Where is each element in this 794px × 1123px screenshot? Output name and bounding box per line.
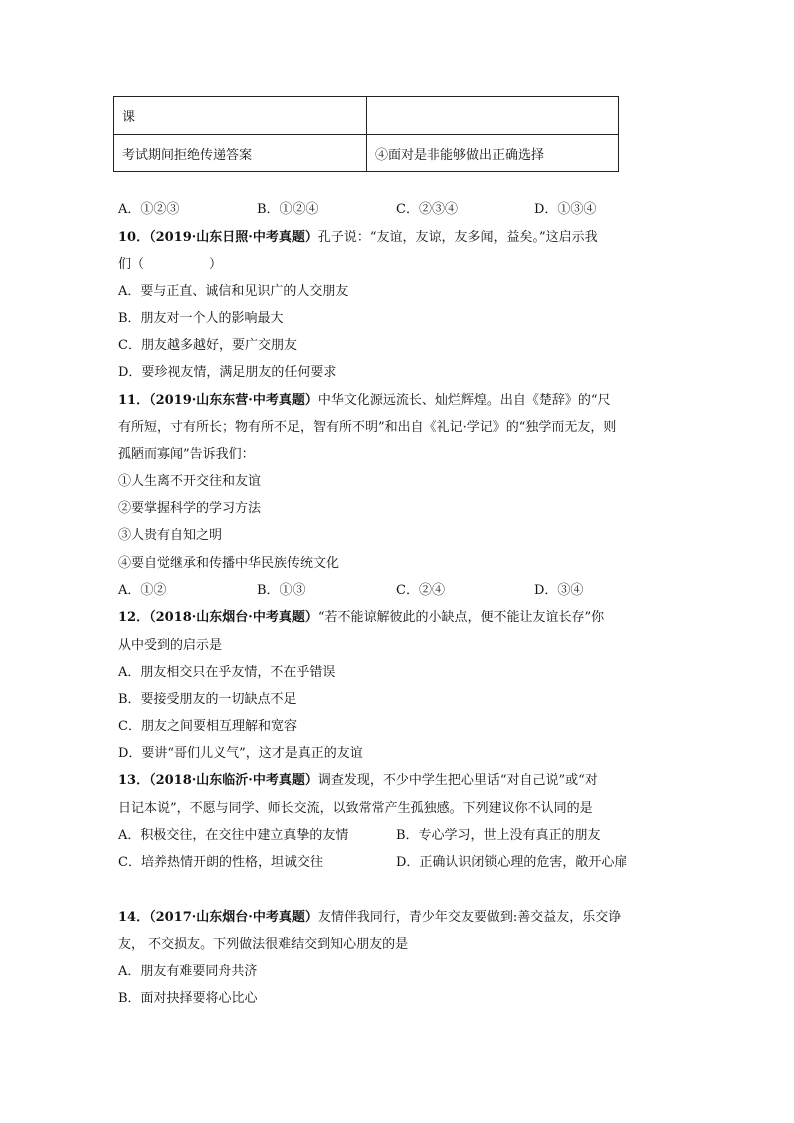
q11-stem xyxy=(118,392,610,410)
table-cell xyxy=(367,97,619,135)
question-number: 10． xyxy=(118,230,150,245)
q12-stem-cont: 从中受到的启示是 xyxy=(118,638,223,653)
option-a: A．①②③ xyxy=(118,202,180,217)
option-b: B．①②④ xyxy=(257,202,319,217)
question-text: “若不能谅解彼此的小缺点，便不能让友谊长存”你 xyxy=(317,610,605,625)
q10-stem-cont: 们（ ） xyxy=(118,257,223,272)
option-d: D．①③④ xyxy=(534,202,597,217)
option-c: C．培养热情开朗的性格，坦诚交往 xyxy=(118,855,323,870)
q13-stem-cont: 日记本说”，不愿与同学、师长交流，以致常常产生孤独感。下列建议你不认同的是 xyxy=(118,801,593,816)
q11-statement-4: ④要自觉继承和传播中华民族传统文化 xyxy=(118,556,340,571)
option-a: A．①② xyxy=(118,583,167,598)
q10-option-a: A．要与正直、诚信和见识广的人交朋友 xyxy=(118,284,349,299)
table-cell: ④面对是非能够做出正确选择 xyxy=(367,135,619,172)
q12-option-a: A．朋友相交只在乎友情，不在乎错误 xyxy=(118,665,336,680)
question-source: （2017·山东烟台·中考真题） xyxy=(149,910,318,925)
table-cell: 考试期间拒绝传递答案 xyxy=(114,135,367,172)
question-source: （2018·山东烟台·中考真题） xyxy=(149,610,318,625)
option-c: C．②③④ xyxy=(396,202,458,217)
q14-option-b: B．面对抉择要将心比心 xyxy=(118,991,258,1006)
q10-option-b: B．朋友对一个人的影响最大 xyxy=(118,311,284,326)
q10-option-c: C．朋友越多越好，要广交朋友 xyxy=(118,338,297,353)
comparison-table xyxy=(113,96,619,172)
q14-stem-cont: 友， 不交损友。下列做法很难结交到知心朋友的是 xyxy=(118,937,409,952)
q10-stem xyxy=(118,229,598,247)
question-number: 14． xyxy=(118,910,150,925)
table-row xyxy=(114,135,619,172)
q12-stem xyxy=(118,609,604,627)
question-text: 友情伴我同行，青少年交友要做到:善交益友，乐交诤 xyxy=(317,910,622,925)
q11-statement-2: ②要掌握科学的学习方法 xyxy=(118,501,262,516)
table-cell: 课 xyxy=(114,97,367,135)
question-text: 调查发现，不少中学生把心里话“对自己说”或“对 xyxy=(317,773,598,788)
q13-stem xyxy=(118,772,598,790)
option-d: D．正确认识闭锁心理的危害，敞开心扉 xyxy=(396,855,628,870)
question-text: 孔子说：“友谊，友谅，友多闻，益矣。”这启示我 xyxy=(317,230,598,245)
q12-option-b: B．要接受朋友的一切缺点不足 xyxy=(118,692,297,707)
q11-stem-cont: 有所短，寸有所长；物有所不足，智有所不明”和出自《礼记·学记》的“独学而无友，则 xyxy=(118,420,617,435)
q14-stem xyxy=(118,909,621,927)
q11-statement-1: ①人生离不开交往和友谊 xyxy=(118,474,262,489)
question-text: 中华文化源远流长、灿烂辉煌。出自《楚辞》的“尺 xyxy=(317,393,611,408)
question-source: （2019·山东日照·中考真题） xyxy=(149,230,318,245)
question-source: （2019·山东东营·中考真题） xyxy=(149,393,318,408)
question-number: 11． xyxy=(118,393,150,408)
option-c: C．②④ xyxy=(396,583,445,598)
table-row xyxy=(114,97,619,135)
q14-option-a: A．朋友有难要同舟共济 xyxy=(118,964,258,979)
q10-option-d: D．要珍视友情，满足朋友的任何要求 xyxy=(118,365,337,380)
question-number: 13． xyxy=(118,773,150,788)
option-b: B．专心学习，世上没有真正的朋友 xyxy=(396,828,601,843)
question-number: 12． xyxy=(118,610,150,625)
option-b: B．①③ xyxy=(257,583,306,598)
q12-option-d: D．要讲“哥们儿义气”，这才是真正的友谊 xyxy=(118,746,363,761)
question-source: （2018·山东临沂·中考真题） xyxy=(149,773,318,788)
q11-stem-cont: 孤陋而寡闻”告诉我们： xyxy=(118,447,255,462)
q12-option-c: C．朋友之间要相互理解和宽容 xyxy=(118,719,297,734)
q11-statement-3: ③人贵有自知之明 xyxy=(118,528,223,543)
option-d: D．③④ xyxy=(534,583,584,598)
option-a: A．积极交往，在交往中建立真挚的友情 xyxy=(118,828,349,843)
